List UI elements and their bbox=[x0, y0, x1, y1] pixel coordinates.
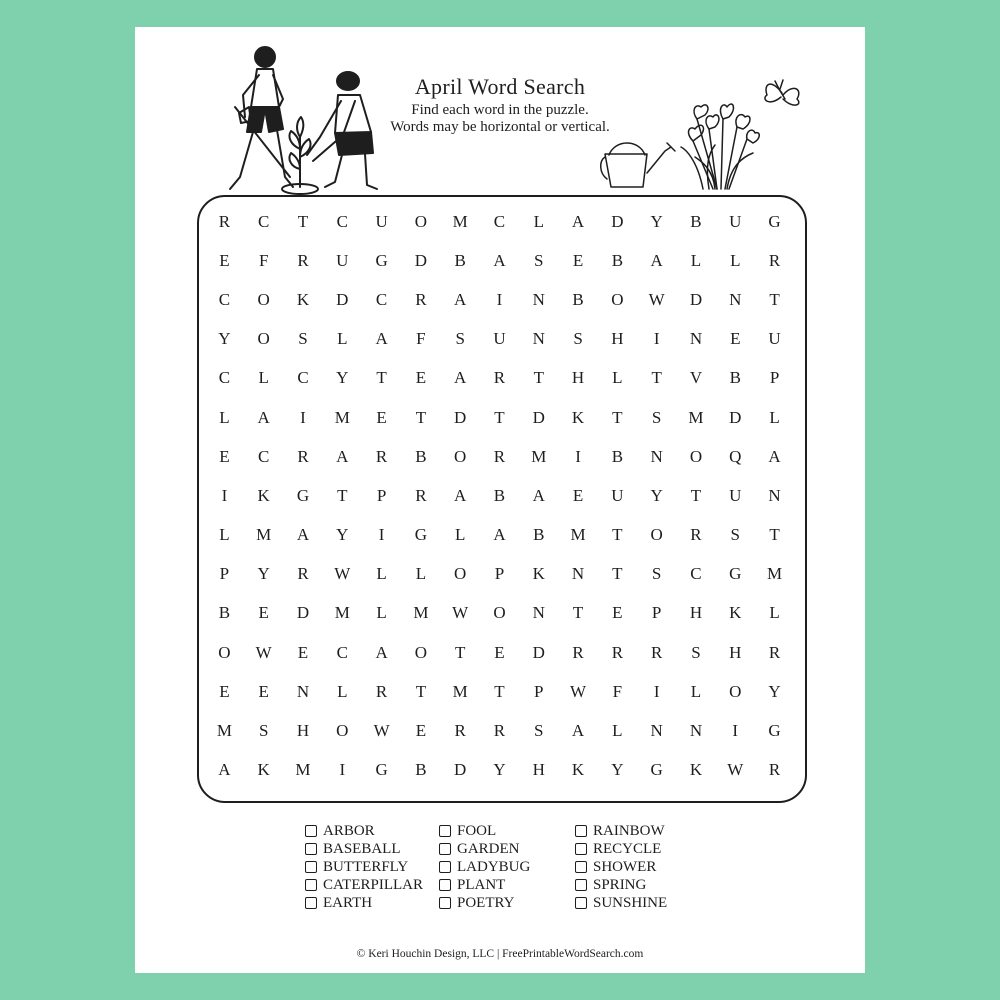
grid-letter[interactable]: Q bbox=[729, 446, 742, 466]
grid-letter[interactable]: K bbox=[729, 603, 742, 623]
grid-letter[interactable]: R bbox=[415, 485, 428, 505]
word-checkbox[interactable] bbox=[305, 897, 317, 909]
grid-letter[interactable]: B bbox=[454, 250, 467, 270]
word-checkbox[interactable] bbox=[575, 843, 587, 855]
grid-letter[interactable]: S bbox=[730, 525, 741, 545]
grid-letter[interactable]: C bbox=[297, 368, 310, 388]
grid-letter[interactable]: T bbox=[415, 681, 427, 701]
grid-letter[interactable]: K bbox=[257, 760, 271, 780]
grid-letter[interactable]: P bbox=[534, 681, 544, 701]
flowers-icon bbox=[681, 104, 759, 189]
grid-letter[interactable]: T bbox=[415, 407, 427, 427]
grid-letter[interactable]: O bbox=[336, 721, 349, 741]
grid-letter[interactable]: B bbox=[729, 368, 742, 388]
word-label: BUTTERFLY bbox=[323, 859, 409, 875]
grid-letter[interactable]: E bbox=[219, 681, 231, 701]
flowers-illustration bbox=[597, 69, 807, 199]
grid-letter[interactable]: H bbox=[571, 368, 585, 388]
grid-letter[interactable]: P bbox=[494, 564, 505, 584]
grid-letter[interactable]: U bbox=[336, 250, 349, 270]
grid-letter[interactable]: I bbox=[496, 289, 503, 309]
grid-letter[interactable]: T bbox=[454, 642, 466, 662]
grid-letter[interactable]: R bbox=[297, 250, 310, 270]
word-label: FOOL bbox=[457, 823, 497, 839]
grid-letter[interactable]: A bbox=[532, 485, 546, 505]
grid-letter[interactable]: N bbox=[571, 564, 585, 584]
grid-letter[interactable]: P bbox=[376, 485, 387, 505]
grid-letter[interactable]: B bbox=[533, 525, 545, 545]
grid-letter[interactable]: T bbox=[612, 525, 624, 545]
grid-letter[interactable]: T bbox=[651, 368, 663, 388]
grid-letter[interactable]: D bbox=[729, 407, 742, 427]
word-list-item bbox=[305, 858, 439, 876]
grid-letter[interactable]: L bbox=[769, 407, 781, 427]
grid-letter[interactable]: B bbox=[218, 603, 231, 623]
grid-letter[interactable]: M bbox=[531, 446, 547, 466]
grid-letter[interactable]: B bbox=[611, 250, 624, 270]
grid-letter[interactable]: O bbox=[454, 564, 467, 584]
grid-letter[interactable]: N bbox=[532, 289, 546, 309]
grid-letter[interactable]: W bbox=[648, 289, 666, 309]
grid-letter[interactable]: I bbox=[378, 525, 385, 545]
word-label: ARBOR bbox=[323, 823, 375, 839]
grid-letter[interactable]: O bbox=[611, 289, 624, 309]
grid-letter[interactable]: A bbox=[296, 525, 310, 545]
grid-letter[interactable]: K bbox=[257, 485, 271, 505]
grid-letter[interactable]: T bbox=[297, 211, 309, 231]
word-checkbox[interactable] bbox=[439, 861, 451, 873]
grid-letter[interactable]: I bbox=[575, 446, 582, 466]
grid-letter[interactable]: T bbox=[376, 368, 388, 388]
grid-letter[interactable]: B bbox=[415, 446, 428, 466]
grid-letter[interactable]: R bbox=[768, 642, 781, 662]
word-label: SPRING bbox=[593, 877, 647, 893]
grid-letter[interactable]: N bbox=[689, 721, 703, 741]
grid-letter[interactable]: G bbox=[768, 721, 782, 741]
grid-letter[interactable]: U bbox=[611, 485, 624, 505]
word-label: RAINBOW bbox=[593, 823, 665, 839]
grid-letter[interactable]: B bbox=[415, 760, 428, 780]
grid-letter[interactable]: H bbox=[532, 760, 546, 780]
grid-letter[interactable]: A bbox=[493, 525, 507, 545]
grid-letter[interactable]: G bbox=[768, 211, 782, 231]
grid-letter[interactable]: K bbox=[296, 289, 310, 309]
grid-letter[interactable]: E bbox=[258, 603, 270, 623]
grid-letter[interactable]: W bbox=[373, 721, 391, 741]
word-list-item bbox=[575, 840, 709, 858]
word-label: RECYCLE bbox=[593, 841, 662, 857]
instruction-line: Words may be horizontal or vertical. bbox=[390, 119, 610, 135]
grid-letter[interactable]: H bbox=[611, 329, 624, 349]
grid-letter[interactable]: S bbox=[258, 721, 269, 741]
grid-letter[interactable]: B bbox=[690, 211, 703, 231]
grid-letter[interactable]: I bbox=[300, 407, 307, 427]
instruction-line: Find each word in the puzzle. bbox=[411, 102, 589, 118]
grid-letter[interactable]: Y bbox=[768, 681, 782, 701]
grid-letter[interactable]: D bbox=[454, 760, 467, 780]
grid-letter[interactable]: S bbox=[573, 329, 584, 349]
grid-letter[interactable]: U bbox=[375, 211, 389, 231]
grid-letter[interactable]: A bbox=[257, 407, 271, 427]
grid-letter[interactable]: M bbox=[216, 721, 233, 741]
word-list-item bbox=[575, 876, 709, 894]
word-list-item bbox=[575, 858, 709, 876]
grid-letter[interactable]: I bbox=[653, 329, 660, 349]
grid-letter[interactable]: O bbox=[414, 211, 428, 231]
grid-letter[interactable]: T bbox=[690, 485, 702, 505]
grid-letter[interactable]: Y bbox=[493, 760, 507, 780]
grid-letter[interactable]: L bbox=[454, 525, 466, 545]
grid-letter[interactable]: R bbox=[218, 211, 231, 231]
grid-letter[interactable]: R bbox=[454, 721, 467, 741]
grid-letter[interactable]: L bbox=[612, 721, 624, 741]
grid-letter[interactable]: N bbox=[689, 329, 703, 349]
word-list-item bbox=[305, 822, 439, 840]
word-checkbox[interactable] bbox=[305, 825, 317, 837]
grid-letter[interactable]: M bbox=[334, 603, 351, 623]
word-label: GARDEN bbox=[457, 841, 520, 857]
grid-letter[interactable]: L bbox=[376, 603, 388, 623]
grid-letter[interactable]: R bbox=[297, 446, 310, 466]
grid-letter[interactable]: N bbox=[650, 446, 664, 466]
grid-letter[interactable]: A bbox=[493, 250, 507, 270]
grid-letter[interactable]: M bbox=[295, 760, 312, 780]
grid-letter[interactable]: M bbox=[452, 211, 469, 231]
grid-letter[interactable]: D bbox=[296, 603, 310, 623]
grid-letter[interactable]: L bbox=[258, 368, 270, 388]
watering-can-icon bbox=[601, 143, 675, 187]
grid-letter[interactable]: A bbox=[375, 329, 389, 349]
grid-letter[interactable]: O bbox=[218, 642, 232, 662]
grid-letter[interactable]: O bbox=[729, 681, 742, 701]
grid-letter[interactable]: G bbox=[650, 760, 664, 780]
grid-letter[interactable]: B bbox=[493, 485, 506, 505]
word-checkbox[interactable] bbox=[575, 879, 587, 891]
grid-letter[interactable]: U bbox=[729, 211, 742, 231]
word-checkbox[interactable] bbox=[305, 861, 317, 873]
grid-letter[interactable]: S bbox=[651, 564, 662, 584]
word-list-item bbox=[439, 876, 575, 894]
grid-letter[interactable]: C bbox=[218, 368, 231, 388]
grid-letter[interactable]: T bbox=[533, 368, 545, 388]
grid-letter[interactable]: S bbox=[455, 329, 466, 349]
word-checkbox[interactable] bbox=[575, 825, 587, 837]
word-label: SHOWER bbox=[593, 859, 657, 875]
grid-letter[interactable]: R bbox=[415, 289, 428, 309]
grid-letter[interactable]: N bbox=[532, 603, 546, 623]
grid-letter[interactable]: R bbox=[493, 368, 506, 388]
grid-letter[interactable]: R bbox=[768, 250, 781, 270]
word-list-item bbox=[439, 822, 575, 840]
grid-letter[interactable]: K bbox=[571, 407, 585, 427]
letter-grid bbox=[205, 202, 794, 790]
grid-letter[interactable]: D bbox=[336, 289, 349, 309]
word-label: CATERPILLAR bbox=[323, 877, 424, 893]
grid-letter[interactable]: L bbox=[337, 329, 348, 349]
grid-letter[interactable]: L bbox=[612, 368, 624, 388]
grid-letter[interactable]: R bbox=[650, 642, 663, 662]
grid-letter[interactable]: E bbox=[219, 446, 231, 466]
grid-letter[interactable]: D bbox=[454, 407, 467, 427]
word-checkbox[interactable] bbox=[439, 825, 451, 837]
word-checkbox[interactable] bbox=[305, 843, 317, 855]
grid-letter[interactable]: R bbox=[493, 446, 506, 466]
grid-letter[interactable]: C bbox=[258, 446, 270, 466]
grid-letter[interactable]: A bbox=[454, 289, 467, 309]
grid-letter[interactable]: R bbox=[572, 642, 585, 662]
grid-letter[interactable]: D bbox=[532, 642, 546, 662]
word-list-item bbox=[439, 840, 575, 858]
grid-letter[interactable]: E bbox=[258, 681, 270, 701]
grid-letter[interactable]: E bbox=[415, 368, 427, 388]
grid-letter[interactable]: U bbox=[768, 329, 782, 349]
grid-letter[interactable]: L bbox=[219, 525, 231, 545]
grid-letter[interactable]: C bbox=[258, 211, 270, 231]
grid-letter[interactable]: A bbox=[768, 446, 782, 466]
grid-letter[interactable]: O bbox=[493, 603, 507, 623]
grid-letter[interactable]: F bbox=[258, 250, 269, 270]
grid-letter[interactable]: T bbox=[769, 289, 781, 309]
grid-letter[interactable]: E bbox=[572, 250, 584, 270]
grid-letter[interactable]: Y bbox=[218, 329, 232, 349]
word-checkbox[interactable] bbox=[439, 879, 451, 891]
grid-letter[interactable]: G bbox=[414, 525, 428, 545]
grid-letter[interactable]: R bbox=[611, 642, 624, 662]
grid-letter[interactable]: Y bbox=[611, 760, 624, 780]
grid-letter[interactable]: L bbox=[730, 250, 741, 270]
grid-letter[interactable]: Y bbox=[650, 485, 664, 505]
grid-letter[interactable]: T bbox=[337, 485, 348, 505]
grid-letter[interactable]: S bbox=[534, 721, 544, 741]
grid-letter[interactable]: R bbox=[375, 681, 388, 701]
grid-letter[interactable]: W bbox=[452, 603, 469, 623]
grid-letter[interactable]: F bbox=[612, 681, 623, 701]
grid-letter[interactable]: U bbox=[729, 485, 742, 505]
grid-letter[interactable]: F bbox=[416, 329, 427, 349]
grid-letter[interactable]: K bbox=[532, 564, 546, 584]
grid-letter[interactable]: S bbox=[691, 642, 702, 662]
grid-letter[interactable]: N bbox=[296, 681, 310, 701]
grid-letter[interactable]: B bbox=[611, 446, 624, 466]
grid-letter[interactable]: S bbox=[651, 407, 662, 427]
grid-letter[interactable]: R bbox=[768, 760, 781, 780]
grid-letter[interactable]: C bbox=[218, 289, 231, 309]
grid-letter[interactable]: Y bbox=[650, 211, 664, 231]
grid-letter[interactable]: R bbox=[690, 525, 703, 545]
grid-letter[interactable]: M bbox=[334, 407, 351, 427]
grid-letter[interactable]: T bbox=[572, 603, 584, 623]
grid-letter[interactable]: W bbox=[570, 681, 587, 701]
grid-letter[interactable]: W bbox=[334, 564, 351, 584]
grid-letter[interactable]: D bbox=[611, 211, 624, 231]
grid-letter[interactable]: E bbox=[572, 485, 584, 505]
grid-letter[interactable]: G bbox=[729, 564, 742, 584]
grid-letter[interactable]: C bbox=[493, 211, 506, 231]
grid-letter[interactable]: L bbox=[533, 211, 545, 231]
word-list-item bbox=[575, 894, 709, 912]
grid-letter[interactable]: O bbox=[414, 642, 428, 662]
grid-letter[interactable]: H bbox=[296, 721, 310, 741]
grid-letter[interactable]: E bbox=[376, 407, 388, 427]
grid-letter[interactable]: T bbox=[612, 564, 624, 584]
grid-letter[interactable]: E bbox=[415, 721, 427, 741]
grid-letter[interactable]: O bbox=[650, 525, 664, 545]
word-list-item bbox=[439, 894, 575, 912]
footer-credit: © Keri Houchin Design, LLC | FreePrintableWordSearch.com bbox=[356, 948, 644, 960]
grid-letter[interactable]: E bbox=[612, 603, 624, 623]
butterfly-icon bbox=[765, 80, 799, 105]
grid-letter[interactable]: A bbox=[454, 485, 467, 505]
grid-letter[interactable]: A bbox=[336, 446, 349, 466]
grid-letter[interactable]: O bbox=[689, 446, 703, 466]
grid-letter[interactable]: Y bbox=[336, 525, 349, 545]
word-list bbox=[305, 822, 709, 912]
grid-letter[interactable]: N bbox=[650, 721, 664, 741]
grid-letter[interactable]: Y bbox=[336, 368, 349, 388]
grid-letter[interactable]: A bbox=[571, 721, 585, 741]
grid-letter[interactable]: T bbox=[612, 407, 624, 427]
grid-letter[interactable]: C bbox=[336, 211, 349, 231]
grid-letter[interactable]: E bbox=[730, 329, 741, 349]
grid-letter[interactable]: O bbox=[257, 289, 271, 309]
grid-letter[interactable]: R bbox=[375, 446, 388, 466]
word-list-item bbox=[575, 822, 709, 840]
grid-letter[interactable]: E bbox=[494, 642, 506, 662]
grid-letter[interactable]: T bbox=[494, 407, 506, 427]
word-label: EARTH bbox=[323, 895, 373, 911]
grid-letter[interactable]: D bbox=[414, 250, 428, 270]
word-label: BASEBALL bbox=[323, 841, 401, 857]
grid-letter[interactable]: W bbox=[255, 642, 273, 662]
word-checkbox[interactable] bbox=[575, 861, 587, 873]
grid-letter[interactable]: N bbox=[768, 485, 782, 505]
grid-letter[interactable]: U bbox=[493, 329, 507, 349]
grid-letter[interactable]: L bbox=[376, 564, 388, 584]
grid-letter[interactable]: M bbox=[256, 525, 272, 545]
grid-letter[interactable]: A bbox=[571, 211, 585, 231]
word-checkbox[interactable] bbox=[439, 897, 451, 909]
grid-letter[interactable]: W bbox=[727, 760, 744, 780]
grid-letter[interactable]: I bbox=[732, 721, 739, 741]
grid-letter[interactable]: G bbox=[375, 760, 389, 780]
grid-letter[interactable]: C bbox=[375, 289, 388, 309]
grid-letter[interactable]: M bbox=[452, 681, 469, 701]
grid-letter[interactable]: A bbox=[375, 642, 389, 662]
grid-letter[interactable]: R bbox=[297, 564, 310, 584]
grid-letter[interactable]: S bbox=[298, 329, 309, 349]
grid-letter[interactable]: A bbox=[454, 368, 467, 388]
word-label: LADYBUG bbox=[457, 859, 531, 875]
worksheet-page bbox=[135, 27, 865, 973]
grid-letter[interactable]: A bbox=[650, 250, 664, 270]
grid-letter[interactable]: D bbox=[689, 289, 703, 309]
grid-letter[interactable]: L bbox=[415, 564, 427, 584]
grid-letter[interactable]: L bbox=[690, 681, 702, 701]
grid-letter[interactable]: O bbox=[257, 329, 271, 349]
grid-letter[interactable]: E bbox=[219, 250, 231, 270]
grid-letter[interactable]: N bbox=[729, 289, 742, 309]
grid-letter[interactable]: L bbox=[219, 407, 231, 427]
word-label: PLANT bbox=[457, 877, 506, 893]
grid-letter[interactable]: H bbox=[729, 642, 742, 662]
grid-letter[interactable]: Y bbox=[257, 564, 271, 584]
grid-letter[interactable]: D bbox=[532, 407, 546, 427]
grid-letter[interactable]: G bbox=[375, 250, 389, 270]
word-list-item bbox=[305, 894, 439, 912]
grid-letter[interactable]: C bbox=[336, 642, 349, 662]
grid-letter[interactable]: L bbox=[337, 681, 348, 701]
grid-letter[interactable]: M bbox=[413, 603, 429, 623]
grid-letter[interactable]: T bbox=[494, 681, 506, 701]
grid-letter[interactable]: M bbox=[570, 525, 587, 545]
grid-letter[interactable]: O bbox=[454, 446, 467, 466]
grid-letter[interactable]: I bbox=[221, 485, 228, 505]
grid-letter[interactable]: G bbox=[296, 485, 310, 505]
grid-letter[interactable]: T bbox=[769, 525, 781, 545]
word-list-item bbox=[439, 858, 575, 876]
grid-letter[interactable]: V bbox=[689, 368, 703, 388]
word-list-item bbox=[305, 840, 439, 858]
grid-letter[interactable]: L bbox=[769, 603, 781, 623]
grid-letter[interactable]: S bbox=[534, 250, 544, 270]
word-label: SUNSHINE bbox=[593, 895, 668, 911]
grid-letter[interactable]: R bbox=[493, 721, 506, 741]
word-label: POETRY bbox=[457, 895, 515, 911]
grid-letter[interactable]: C bbox=[690, 564, 703, 584]
grid-letter[interactable]: M bbox=[688, 407, 705, 427]
grid-letter[interactable]: B bbox=[572, 289, 585, 309]
grid-letter[interactable]: P bbox=[769, 368, 780, 388]
grid-letter[interactable]: L bbox=[690, 250, 702, 270]
grid-letter[interactable]: K bbox=[689, 760, 703, 780]
word-list-item bbox=[305, 876, 439, 894]
grid-letter[interactable]: I bbox=[653, 681, 660, 701]
grid-letter[interactable]: M bbox=[766, 564, 783, 584]
grid-letter[interactable]: P bbox=[651, 603, 662, 623]
word-checkbox[interactable] bbox=[575, 897, 587, 909]
grid-letter[interactable]: E bbox=[297, 642, 309, 662]
grid-letter[interactable]: H bbox=[689, 603, 703, 623]
grid-letter[interactable]: K bbox=[571, 760, 585, 780]
grid-letter[interactable]: P bbox=[219, 564, 230, 584]
grid-letter[interactable]: A bbox=[218, 760, 232, 780]
grid-letter[interactable]: N bbox=[532, 329, 546, 349]
word-checkbox[interactable] bbox=[439, 843, 451, 855]
page-title: April Word Search bbox=[414, 74, 586, 99]
word-checkbox[interactable] bbox=[305, 879, 317, 891]
grid-letter[interactable]: I bbox=[339, 760, 346, 780]
